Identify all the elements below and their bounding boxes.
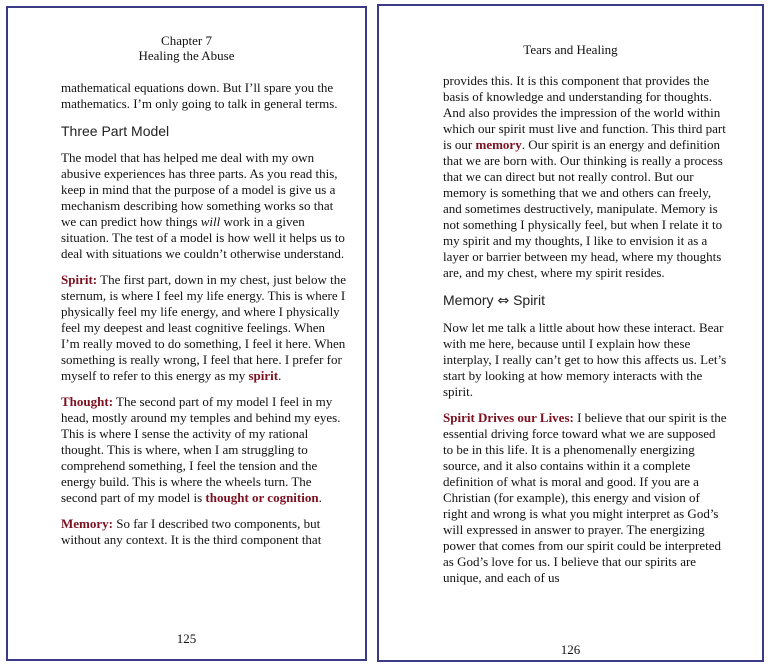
paragraph-spirit: Spirit: The first part, down in my chest, just below the sternum, is where I feel my life energy. This is where I physically feel my life energy, and where I physically feel my deepest and least cognitive feelings. When I’m really moved to do something, I feel it here. When something is really wrong, I feel that here. I prefer for myself to refer to this energy as my spirit. — [61, 272, 347, 383]
left-page-body — [61, 80, 346, 558]
paragraph: The model that has helped me deal with my own abusive experiences has three parts. As you read this, keep in mind that the purpose of a model is give us a mechanism describing how something works so that we can predict how things will work in a given situation. The test of a model is how well it helps us to deal with situations we couldn’t otherwise understand. — [61, 150, 345, 261]
term-label: Spirit Drives our Lives: — [443, 410, 574, 425]
paragraph: provides this. It is this component that provides the basis of knowledge and understanding for thoughts. And also provides the impression of the world within which our spirit must live and function. This third part is our memory. Our spirit is an energy and definition that we are born with. Our thinking is really a process that we can direct but not really control. But our memory is something that we and others can freely, and sometimes destructively, manipulate. Memory is not something I physically feel, but when I relate it to my spirit and my thoughts, I like to envision it as a layer or barrier between my head, where my thoughts are, and my chest, where my spirit resides. — [443, 73, 726, 280]
right-page — [377, 4, 764, 662]
double-arrow-icon: ⇔ — [497, 293, 510, 309]
paragraph-spirit-drives: Spirit Drives our Lives: I believe that our spirit is the essential driving force toward what we are supposed to be in this life. It is a phenomenally energizing source, and it also contains within it a complete definition of what is moral and good. If you are a Christian (for example), this energy and vision of right and wrong is what you might interpret as God’s will expressed in answer to prayer. The energizing power that comes from our spirit could be interpreted as God’s love for us. I believe that our spirits are unique, and each of us — [443, 410, 727, 585]
term-label: Thought: — [61, 394, 114, 409]
chapter-title: Healing the Abuse — [138, 48, 235, 63]
keyword: memory — [475, 137, 522, 152]
term-label: Spirit: — [61, 272, 98, 287]
chapter-number: Chapter 7 — [161, 33, 212, 48]
running-head: Tears and Healing — [523, 42, 618, 57]
paragraph-thought: Thought: The second part of my model I feel in my head, mostly around my temples and behind my eyes. This is where I sense the activity of my rational thought. This is where, when I am struggling to comprehend something, I feel the tension and the energy build. This is where the wheels turn. The second part of my model is thought or cognition. — [61, 394, 341, 505]
chapter-header — [8, 33, 365, 63]
right-page-body — [443, 73, 727, 596]
section-heading-memory-spirit: Memory ⇔ Spirit — [443, 292, 545, 309]
paragraph: mathematical equations down. But I’ll spare you the mathematics. I’m only going to talk in general terms. — [61, 80, 338, 111]
keyword: spirit — [248, 368, 279, 383]
term-label: Memory: — [61, 516, 113, 531]
paragraph-memory: Memory: So far I described two components, but without any context. It is the third component that — [61, 516, 322, 547]
emphasis: will — [200, 214, 221, 229]
section-heading-three-part-model: Three Part Model — [61, 123, 170, 139]
paragraph: Now let me talk a little about how these interact. Bear with me here, because until I explain how these interplay, I really can’t get to how this affects us. Let’s start by looking at how memory interacts with the spirit. — [443, 320, 727, 399]
page-number: 126 — [560, 642, 581, 657]
page-number: 125 — [176, 631, 197, 646]
keyword: thought or cognition — [205, 490, 319, 505]
left-page — [6, 6, 367, 661]
